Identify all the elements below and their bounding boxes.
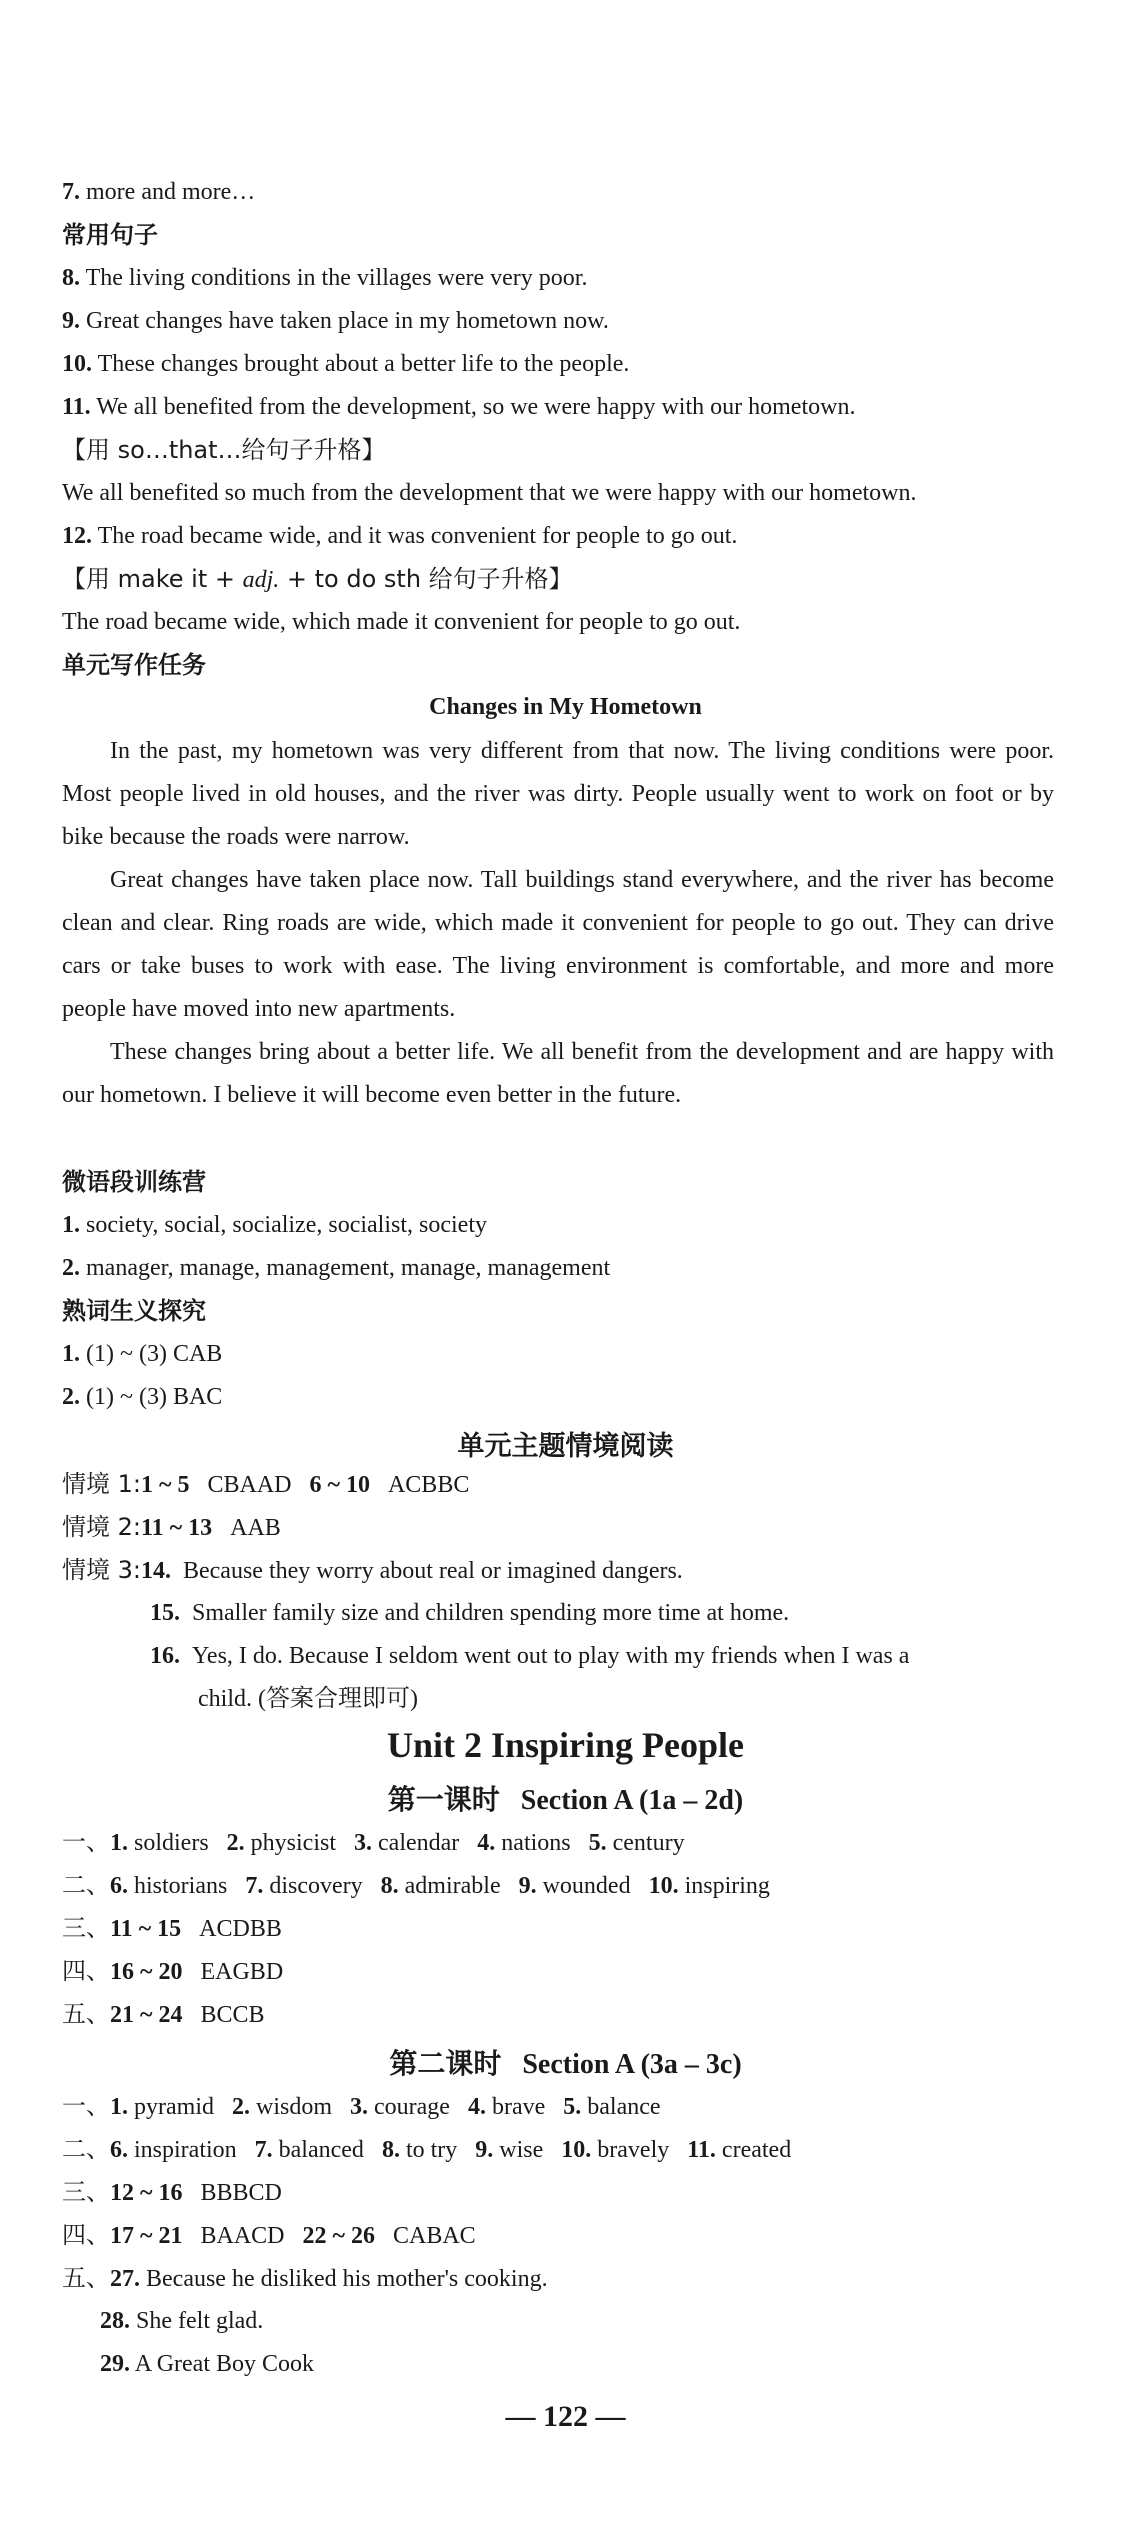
answer-item-word: admirable — [404, 1873, 501, 1899]
answer-item-number: 3. — [350, 2094, 368, 2120]
answer-item-word: nations — [501, 1830, 571, 1856]
answer-item-number: 2. — [226, 1830, 245, 1856]
essay-title: Changes in My Hometown — [429, 694, 702, 720]
answer-line-11: 11. We all benefited from the development, so we were happy with our hometown. — [62, 394, 856, 420]
answer-item — [110, 1830, 209, 1856]
answer-item-number: 6. — [110, 1873, 128, 1899]
familiar-answer-2: 2. (1) ~ (3) BAC — [62, 1384, 223, 1410]
answer-item-word: brave — [491, 2094, 546, 2120]
answer-item — [382, 2137, 457, 2163]
micro-answer-1: 1. society, social, socialize, socialist, society — [62, 1212, 487, 1238]
answer-item — [110, 2094, 214, 2120]
answer-item — [468, 2094, 545, 2120]
lesson-2-part-4: 四、17 ~ 21 BAACD 22 ~ 26 CABAC — [62, 2221, 476, 2249]
lesson-1-part-2: 二、6. historians 7. discovery 8. admirable 9. wounded 10. inspiring — [62, 1871, 770, 1899]
answer-item — [354, 1830, 459, 1856]
situation-2-answers: 情境 2:11 ~ 13 AAB — [62, 1513, 281, 1541]
answer-item-word: to try — [405, 2137, 458, 2163]
answer-item-word: century — [612, 1830, 685, 1856]
answer-line-8: 8. The living conditions in the villages were very poor. — [62, 265, 588, 291]
lesson-1-part-1: 一、1. soldiers 2. physicist 3. calendar 4. nations 5. century — [62, 1828, 685, 1856]
answer-item-word: historians — [134, 1873, 228, 1899]
answer-item-number: 5. — [588, 1830, 607, 1856]
situation-1-answers: 情境 1:1 ~ 5 CBAAD 6 ~ 10 ACBBC — [62, 1470, 470, 1498]
answer-item — [649, 1873, 770, 1899]
lesson-2-answer-29: 29. A Great Boy Cook — [100, 2351, 315, 2377]
answer-item-word: calendar — [378, 1830, 460, 1856]
answer-item-word: courage — [374, 2094, 450, 2120]
answer-item-number: 1. — [110, 1830, 128, 1856]
answer-item — [477, 1830, 570, 1856]
answer-item-word: balanced — [278, 2137, 364, 2163]
answer-item — [475, 2137, 543, 2163]
answer-item — [561, 2137, 669, 2163]
answer-item — [519, 1873, 631, 1899]
answer-item — [381, 1873, 501, 1899]
lesson-2-answer-28: 28. She felt glad. — [100, 2308, 264, 2334]
upgraded-sentence-12: The road became wide, which made it convenient for people to go out. — [62, 609, 741, 635]
answer-line-9: 9. Great changes have taken place in my hometown now. — [62, 308, 609, 334]
answer-item — [110, 1873, 227, 1899]
answer-item-number: 11. — [687, 2137, 716, 2163]
answer-item — [687, 2137, 791, 2163]
heading-micro-paragraph: 微语段训练营 — [62, 1168, 206, 1196]
answer-item — [255, 2137, 364, 2163]
answer-item-number: 9. — [475, 2137, 494, 2163]
answer-line-12: 12. The road became wide, and it was convenient for people to go out. — [62, 523, 738, 549]
answer-item-number: 3. — [354, 1830, 373, 1856]
answer-item-word: soldiers — [134, 1830, 209, 1856]
situation-3-answer-16-cont: child. (答案合理即可) — [198, 1686, 418, 1712]
answer-item-number: 8. — [380, 1873, 399, 1899]
heading-writing-task: 单元写作任务 — [62, 651, 206, 679]
lesson-1-part-3: 三、11 ~ 15 ACDBB — [62, 1914, 282, 1942]
heading-familiar-words: 熟词生义探究 — [62, 1297, 206, 1325]
micro-answer-2: 2. manager, manage, management, manage, management — [62, 1255, 611, 1281]
answer-item-word: bravely — [597, 2137, 670, 2163]
answer-item-word: wisdom — [255, 2094, 332, 2120]
heading-common-sentences: 常用句子 — [62, 221, 158, 249]
answer-item — [227, 1830, 336, 1856]
answer-item-number: 4. — [467, 2094, 486, 2120]
answer-item-number: 10. — [648, 1873, 679, 1899]
answer-item — [245, 1873, 362, 1899]
answer-item-number: 6. — [110, 2137, 128, 2163]
answer-item-number: 9. — [518, 1873, 537, 1899]
upgraded-sentence-11: We all benefited so much from the development that we were happy with our hometown. — [62, 480, 917, 506]
lesson-1-part-5: 五、21 ~ 24 BCCB — [62, 2000, 265, 2028]
page-number: — 122 — — [505, 2400, 626, 2433]
lesson-2-part-5-answer-27: 五、27. Because he disliked his mother's cooking. — [62, 2264, 548, 2292]
answer-item-number: 2. — [231, 2094, 250, 2120]
answer-item-number: 10. — [561, 2137, 592, 2163]
answer-item-number: 1. — [110, 2094, 128, 2120]
answer-item-number: 7. — [254, 2137, 273, 2163]
answer-line-10: 10. These changes brought about a better life to the people. — [62, 351, 630, 377]
answer-item — [232, 2094, 332, 2120]
upgrade-tip-12: 【用 make it + adj. + to do sth 给句子升格】 — [62, 565, 573, 593]
answer-item-word: created — [721, 2137, 792, 2163]
essay-paragraph-2: Great changes have taken place now. Tall buildings stand everywhere, and the river has become clean and clear. Ring roads are wide, which made it convenient for people to go out. They can drive cars or take buses to work with ease. The living environment is comfortable, and more and more people have moved into new apartments. — [62, 867, 1054, 1022]
answer-item — [350, 2094, 450, 2120]
lesson-1-title: 第一课时 Section A (1a – 2d) — [387, 1783, 744, 1816]
answer-item-word: wise — [499, 2137, 544, 2163]
answer-item-word: discovery — [269, 1873, 363, 1899]
answer-item — [563, 2094, 660, 2120]
essay-paragraph-1: In the past, my hometown was very different from that now. The living conditions were poor. Most people lived in old houses, and the river was dirty. People usually went to work on foot or by bike because the roads were narrow. — [62, 738, 1054, 850]
essay-paragraph-3: These changes bring about a better life. We all benefit from the development and are happy with our hometown. I believe it will become even better in the future. — [62, 1039, 1054, 1108]
answer-item-word: inspiration — [134, 2137, 237, 2163]
lesson-2-part-3: 三、12 ~ 16 BBBCD — [62, 2178, 282, 2206]
answer-item-number: 7. — [245, 1873, 264, 1899]
lesson-2-part-1: 一、1. pyramid 2. wisdom 3. courage 4. brave 5. balance — [62, 2092, 661, 2120]
answer-item — [589, 1830, 685, 1856]
situation-3-answer-16: 16. Yes, I do. Because I seldom went out to play with my friends when I was a — [150, 1643, 910, 1669]
answer-item-number: 4. — [477, 1830, 496, 1856]
answer-item-word: balance — [587, 2094, 661, 2120]
answer-item-word: physicist — [250, 1830, 337, 1856]
answer-item-word: pyramid — [134, 2094, 214, 2120]
unit-title: Unit 2 Inspiring People — [386, 1725, 745, 1765]
lesson-2-part-2: 二、6. inspiration 7. balanced 8. to try 9. wise 10. bravely 11. created — [62, 2135, 792, 2163]
answer-item — [110, 2137, 237, 2163]
answer-item-word: wounded — [542, 1873, 631, 1899]
essay-body — [62, 730, 1054, 1117]
answer-item-number: 8. — [381, 2137, 400, 2163]
answer-item-number: 5. — [563, 2094, 582, 2120]
answer-line-7: 7. more and more… — [62, 179, 256, 205]
familiar-answer-1: 1. (1) ~ (3) CAB — [62, 1341, 223, 1367]
theme-reading-title: 单元主题情境阅读 — [457, 1431, 674, 1462]
situation-3-answer-14: 情境 3:14. Because they worry about real or imagined dangers. — [62, 1556, 683, 1584]
lesson-1-part-4: 四、16 ~ 20 EAGBD — [62, 1957, 284, 1985]
answer-item-word: inspiring — [684, 1873, 770, 1899]
upgrade-tip-11: 【用 so…that…给句子升格】 — [62, 436, 386, 464]
situation-3-answer-15: 15. Smaller family size and children spending more time at home. — [150, 1600, 790, 1626]
lesson-2-title: 第二课时 Section A (3a – 3c) — [389, 2047, 742, 2080]
